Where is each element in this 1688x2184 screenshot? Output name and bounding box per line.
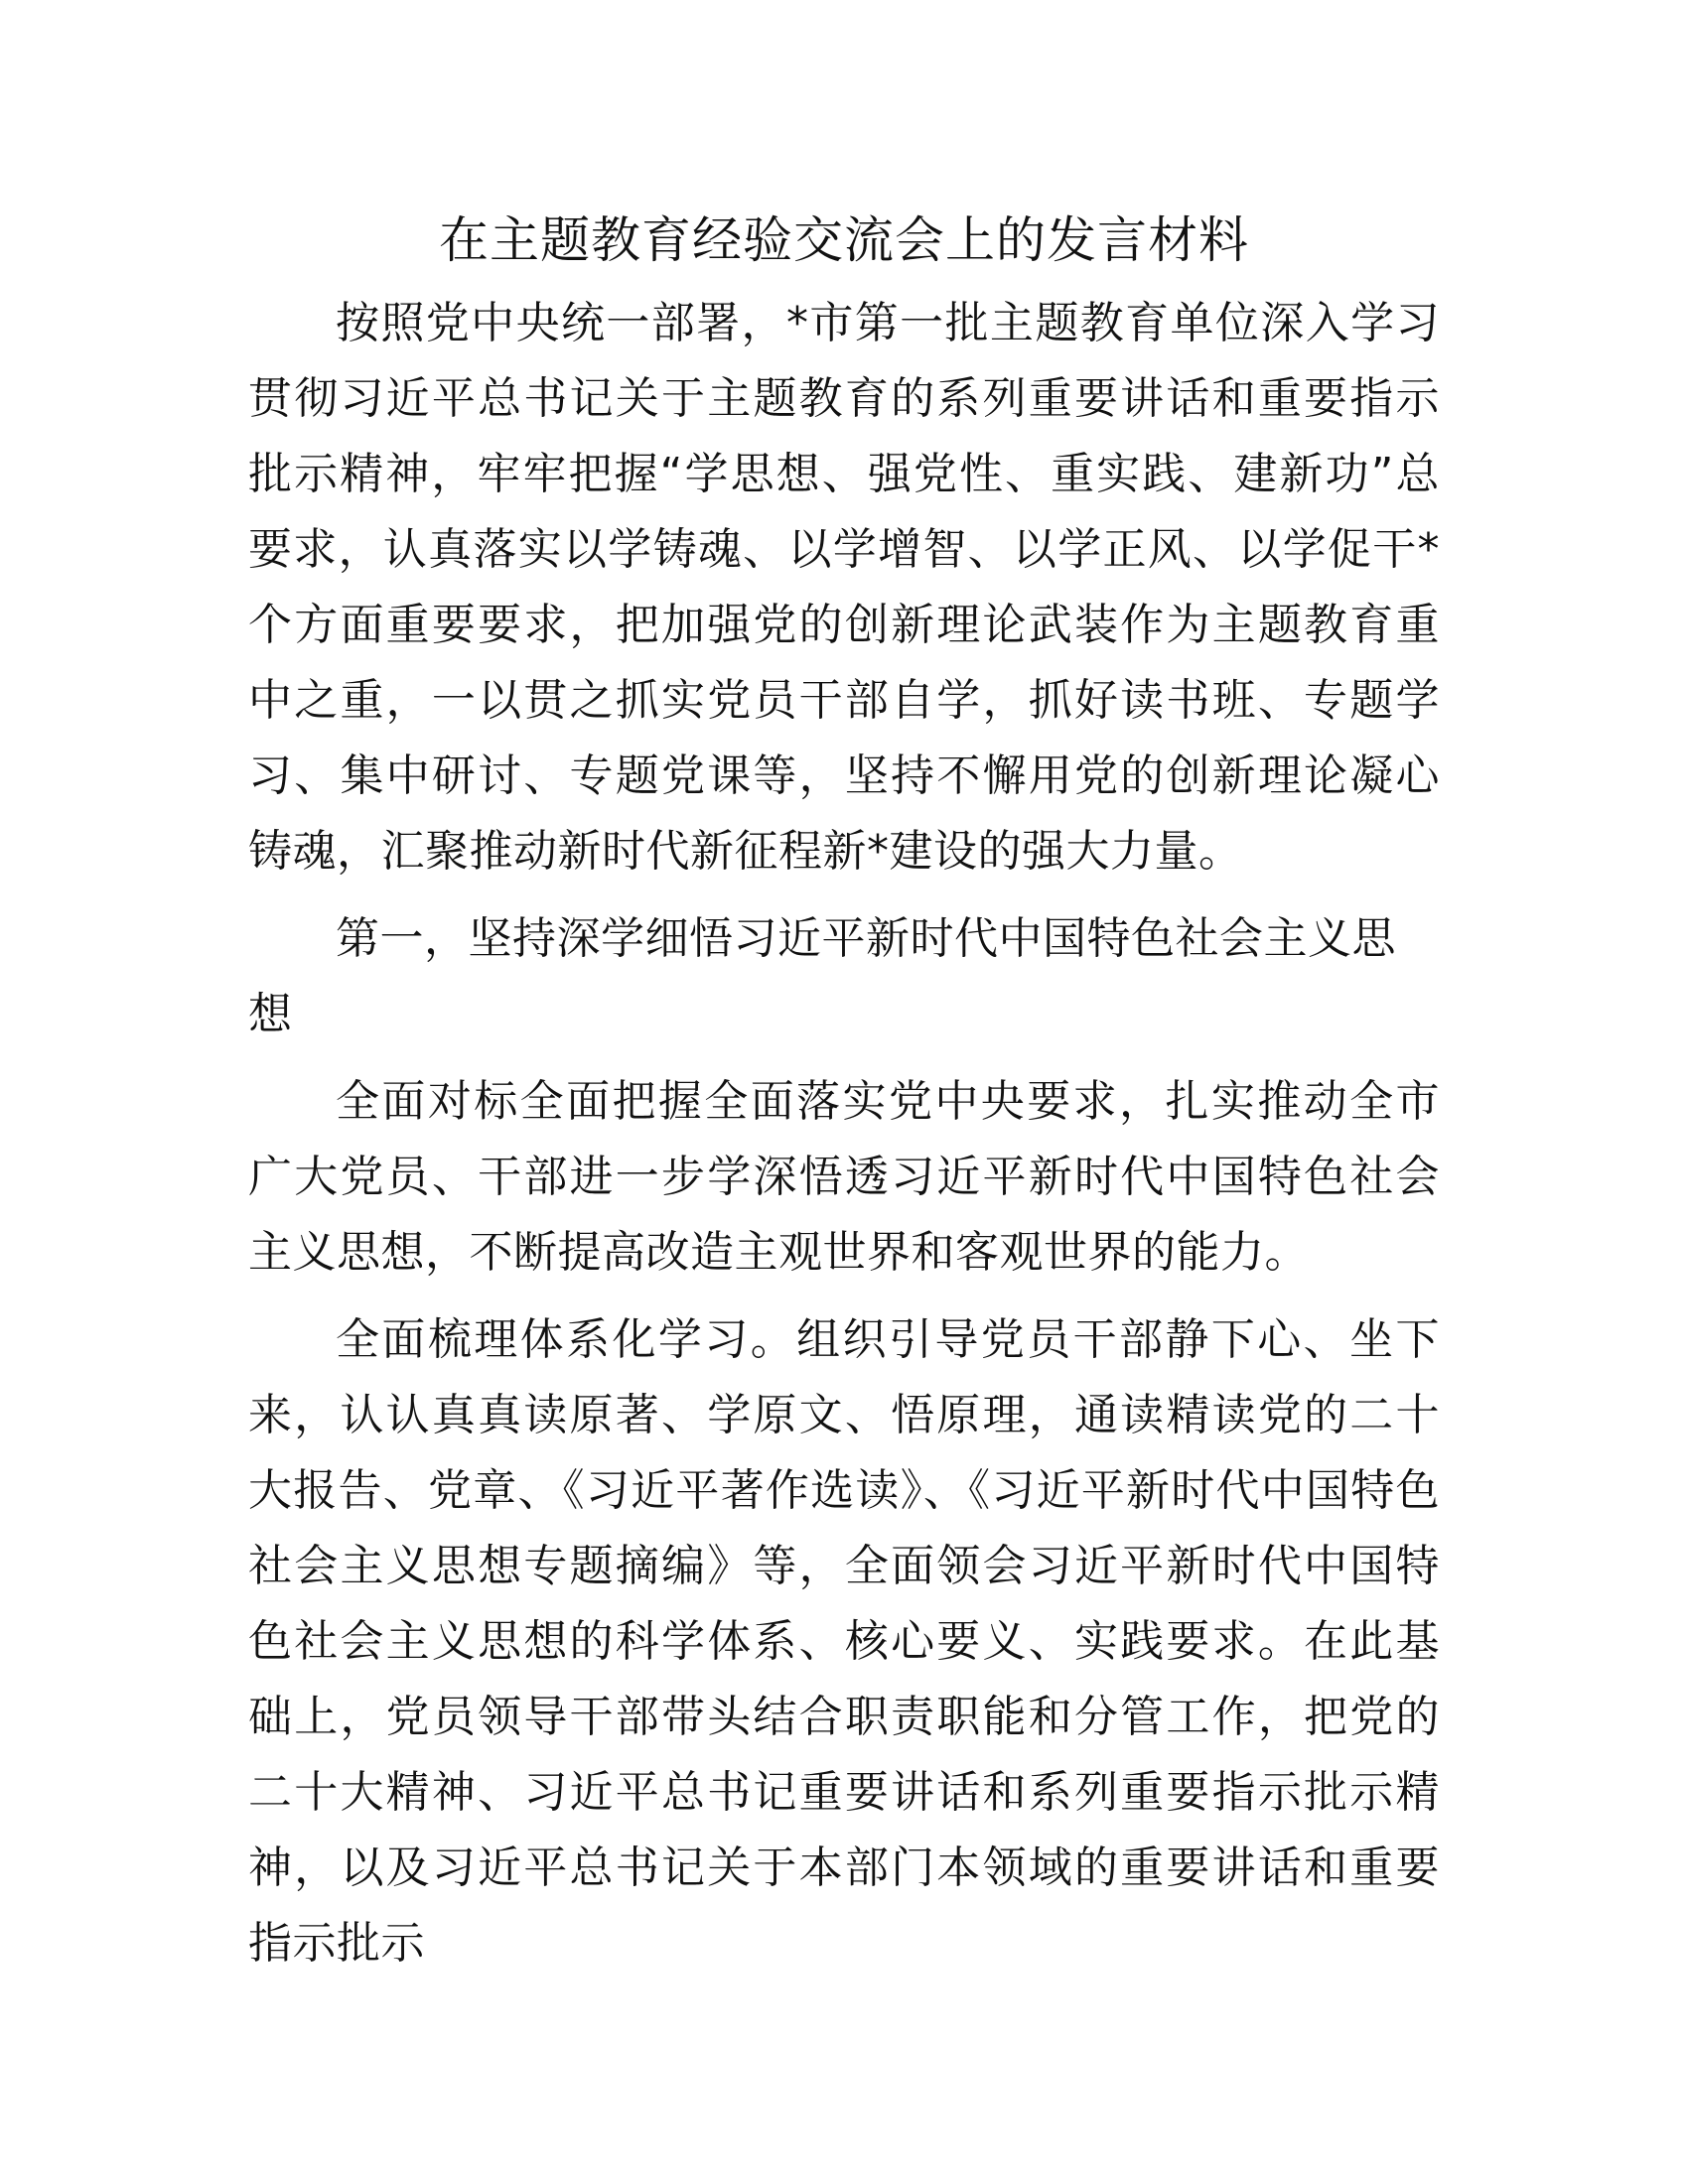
section-summary-paragraph: 全面对标全面把握全面落实党中央要求，扎实推动全市广大党员、干部进一步学深悟透习近平新时代中国特色社会主义思想，不断提高改造主观世界和客观世界的能力。 <box>248 1076 1440 1278</box>
section-heading-first: 第一，坚持深学细悟习近平新时代中国特色社会主义思想 <box>248 913 1396 1039</box>
intro-paragraph: 按照党中央统一部署，*市第一批主题教育单位深入学习贯彻习近平总书记关于主题教育的系列重要讲话和重要指示批示精神，牢牢把握“学思想、强党性、重实践、建新功”总要求，认真落实以学铸魂、以学增智、以学正风、以学促干*个方面重要要求，把加强党的创新理论武装作为主题教育重中之重，一以贯之抓实党员干部自学，抓好读书班、专题学习、集中研讨、专题党课等，坚持不懈用党的创新理论凝心铸魂，汇聚推动新时代新征程新*建设的强大力量。 <box>248 298 1440 877</box>
systematic-study-paragraph: 全面梳理体系化学习。组织引导党员干部静下心、坐下来，认认真真读原著、学原文、悟原理，通读精读党的二十大报告、党章、《习近平著作选读》、《习近平新时代中国特色社会主义思想专题摘编》等，全面领会习近平新时代中国特色社会主义思想的科学体系、核心要义、实践要求。在此基础上，党员领导干部带头结合职责职能和分管工作，把党的二十大精神、习近平总书记重要讲话和系列重要指示批示精神，以及习近平总书记关于本部门本领域的重要讲话和重要指示批示 <box>248 1314 1440 1969</box>
document-page <box>248 195 1440 1993</box>
document-title: 在主题教育经验交流会上的发言材料 <box>439 211 1249 269</box>
